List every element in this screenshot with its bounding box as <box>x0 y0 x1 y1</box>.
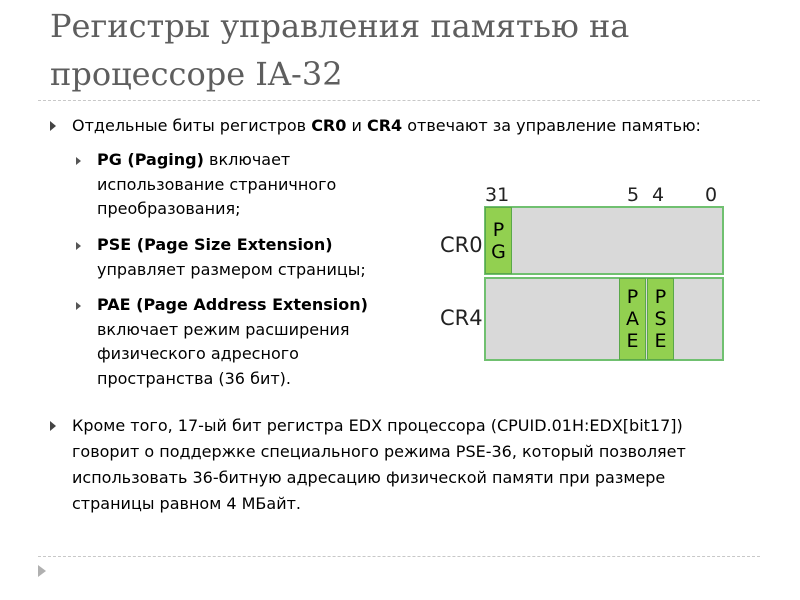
bullet-2-line1: Кроме того, 17-ый бит регистра EDX процессора (CPUID.01H:EDX[bit17]) <box>72 416 683 435</box>
cr4-pse-letter-2: S <box>654 308 667 330</box>
sub-item-pae-line2: включает режим расширения <box>97 319 350 339</box>
cr0-pg-letter-1: P <box>492 218 505 241</box>
cr4-pse-letter-1: P <box>654 286 667 308</box>
bullet-1-post: отвечают за управление памятью: <box>402 116 701 135</box>
bullet-2-text <box>72 413 772 517</box>
cr4-pae-bit <box>619 278 646 360</box>
bit-number-31: 31 <box>485 184 510 206</box>
slide-title <box>50 2 770 98</box>
sub-item-pg-term: PG (Paging) <box>97 150 204 169</box>
bullet-2-line4: страницы равном 4 МБайт. <box>72 494 301 513</box>
sub-item-pae-line4: пространства (36 бит). <box>97 368 291 388</box>
footer-divider <box>38 556 760 557</box>
bit-number-5: 5 <box>627 184 640 206</box>
cr4-label: CR4 <box>440 306 483 330</box>
cr0-pg-letter-2: G <box>491 240 506 263</box>
bullet-1-mid: и <box>346 116 367 135</box>
sub-item-pae-line3: физического адресного <box>97 344 299 363</box>
bullet-2-line2: говорит о поддержке специального режима PSE-36, который позволяет <box>72 442 686 461</box>
cr4-pae-letter-1: P <box>626 286 639 308</box>
bullet-1-pre: Отдельные биты регистров <box>72 116 312 135</box>
sub-item-pae <box>97 293 368 391</box>
sub-item-pse-line2: управляет размером страницы; <box>97 259 366 279</box>
register-cr4-ref: CR4 <box>366 116 403 135</box>
cr4-pse-bit <box>647 278 674 360</box>
cr0-pg-bit <box>485 207 512 274</box>
cr4-pae-letter-2: A <box>626 308 639 330</box>
title-divider <box>38 100 760 101</box>
sub-item-pg-line3: преобразования; <box>97 199 241 218</box>
register-cr0-ref: CR0 <box>311 116 347 135</box>
cr4-pae-letter-3: E <box>626 330 639 352</box>
cr4-register <box>484 277 724 361</box>
title-line-2: процессоре IA-32 <box>50 55 343 93</box>
sub-item-pg-line1: включает <box>203 150 291 169</box>
cr0-register <box>484 206 724 275</box>
bullet-2-line3: использовать 36-битную адресацию физической памяти при размере <box>72 468 666 487</box>
bit-number-0: 0 <box>705 184 718 206</box>
cr4-pse-letter-3: E <box>654 330 667 352</box>
sub-item-pg <box>97 148 336 222</box>
bullet-1-text <box>72 113 701 139</box>
sub-item-pse-term: PSE (Page Size Extension) <box>97 235 333 254</box>
sub-bullet-arrow-icon <box>76 242 81 250</box>
bullet-arrow-icon <box>50 421 56 431</box>
bullet-arrow-icon <box>50 121 56 131</box>
sub-bullet-arrow-icon <box>76 302 81 310</box>
sub-item-pse <box>97 233 366 282</box>
sub-item-pg-line2: использование страничного <box>97 174 337 194</box>
sub-item-pae-term: PAE (Page Address Extension) <box>97 295 368 314</box>
slide-nav-arrow-icon[interactable] <box>38 565 46 577</box>
bit-number-4: 4 <box>652 184 665 206</box>
title-line-1: Регистры управления памятью на <box>50 7 630 45</box>
cr0-label: CR0 <box>440 233 483 257</box>
sub-bullet-arrow-icon <box>76 157 81 165</box>
